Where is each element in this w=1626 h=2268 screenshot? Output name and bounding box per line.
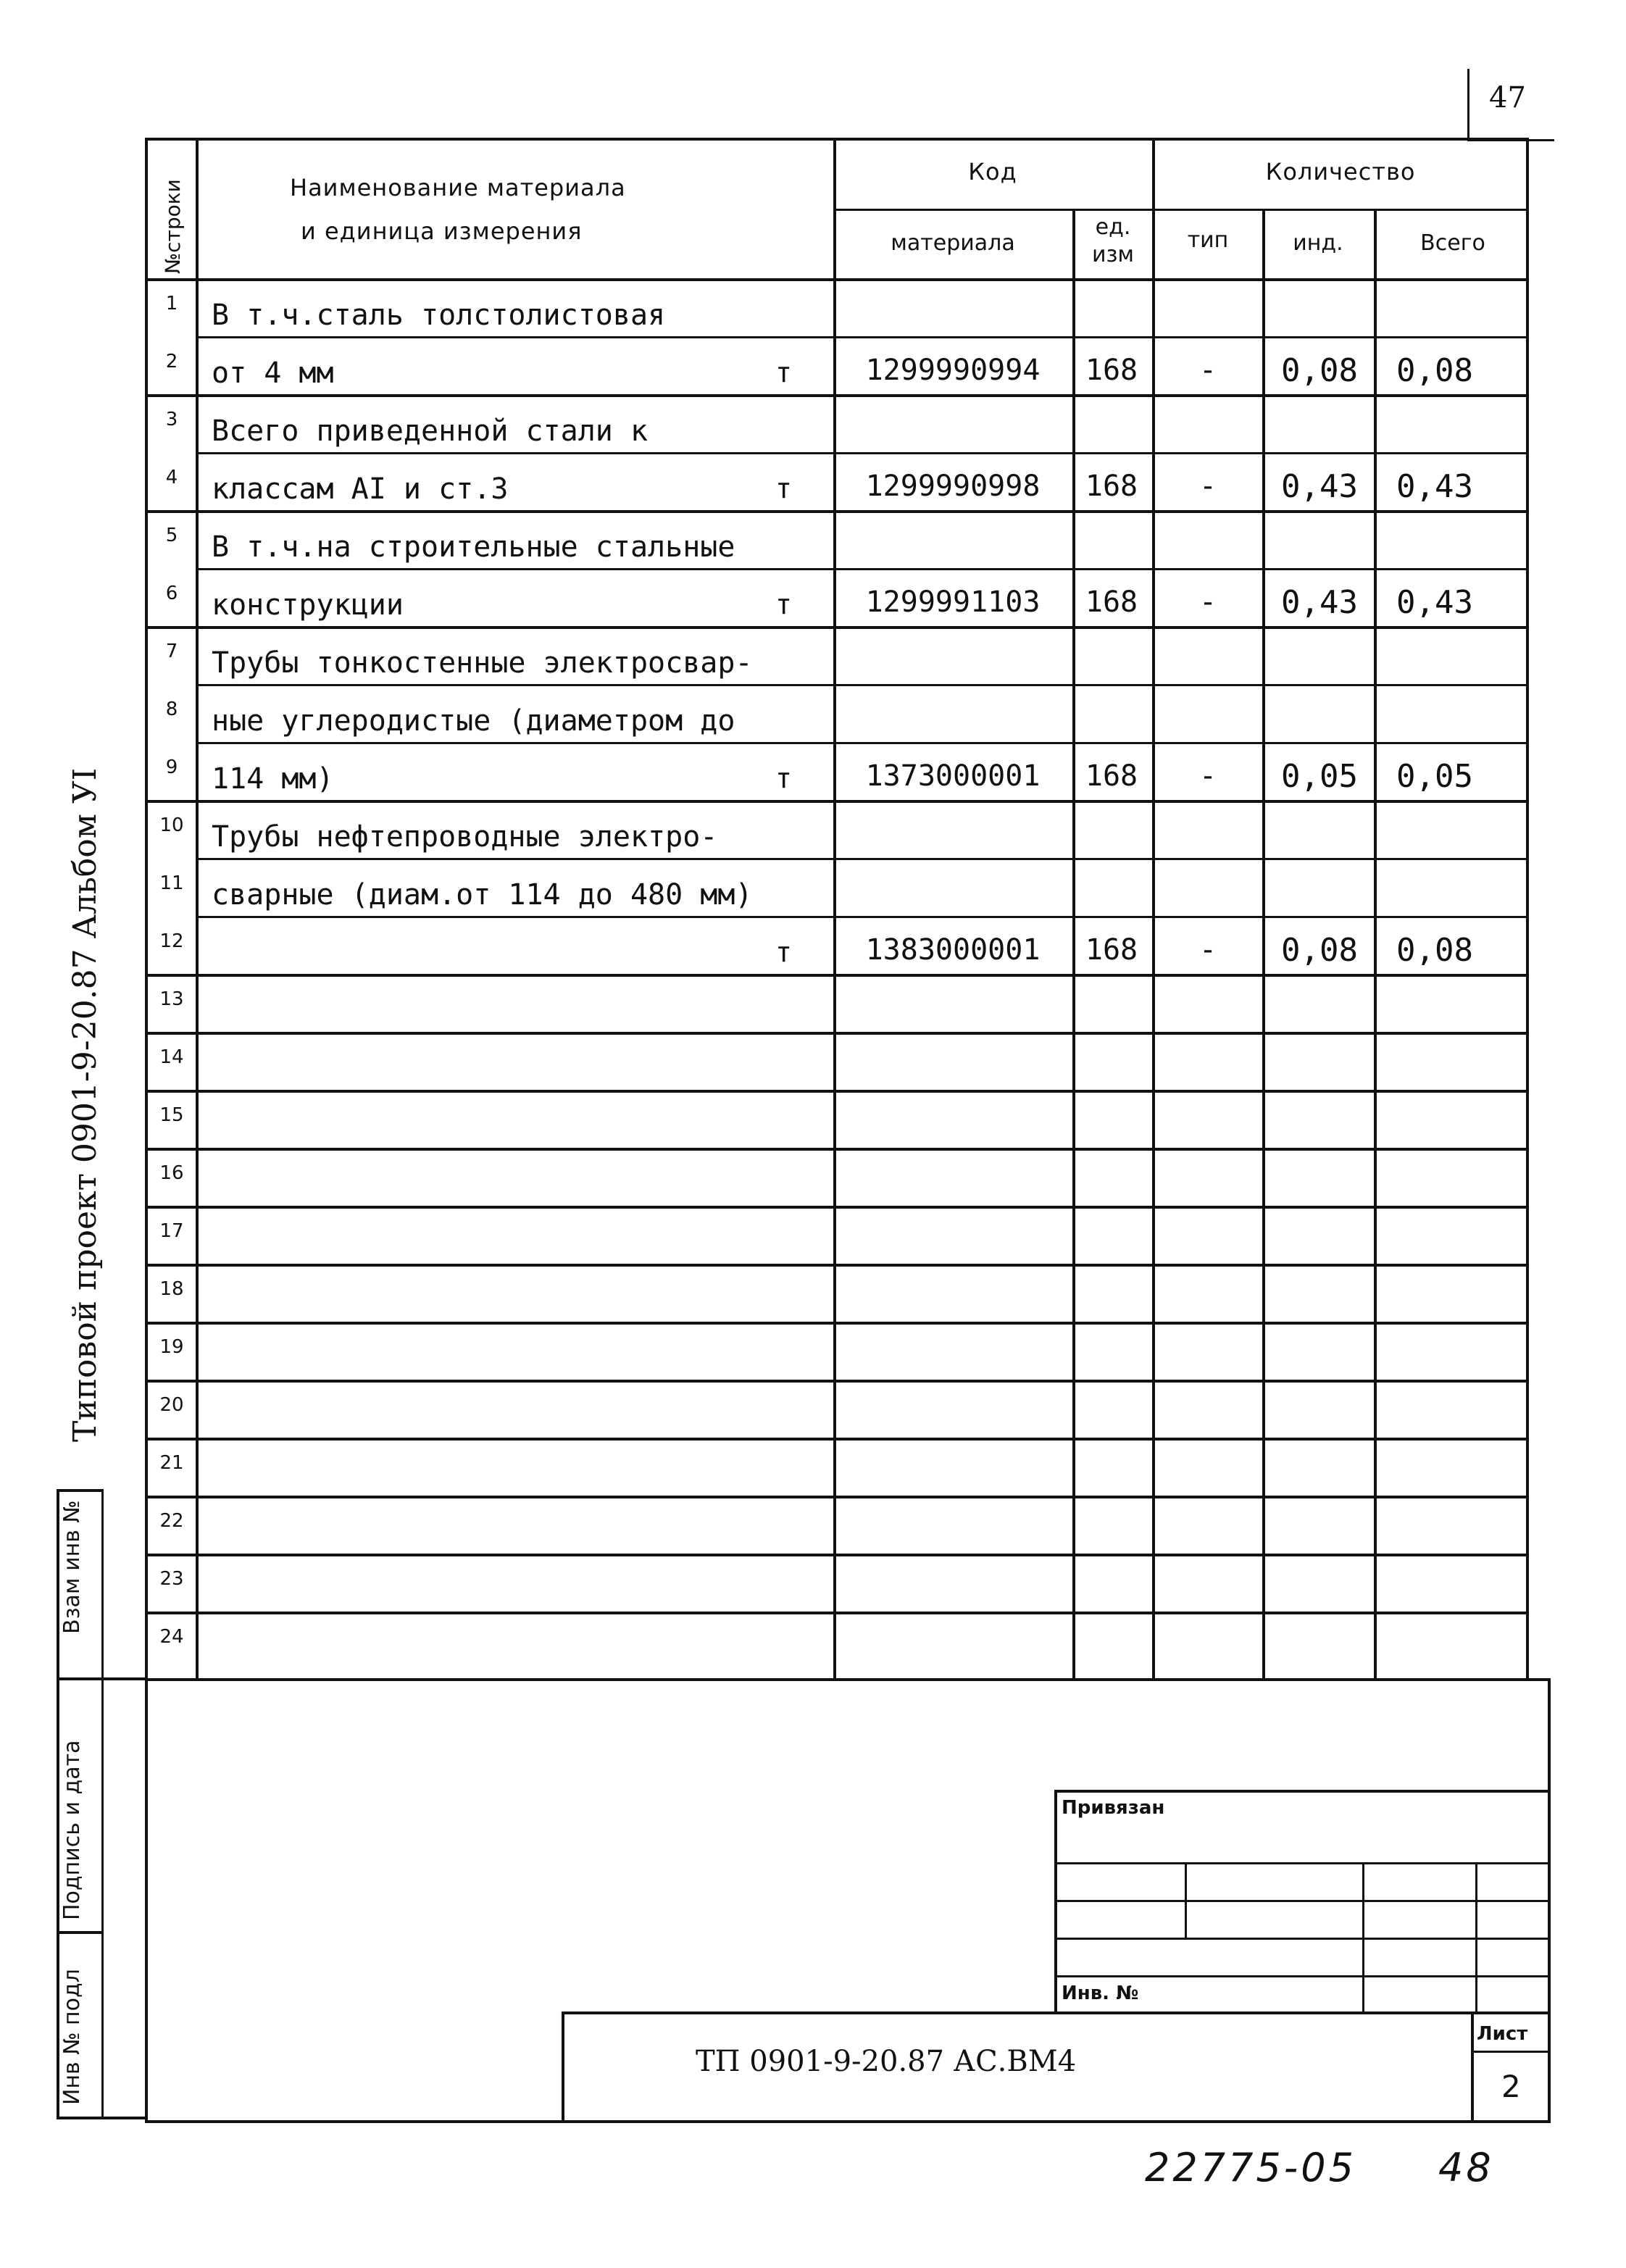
material-code: 1299991103 <box>865 585 1041 619</box>
material-code: 1383000001 <box>865 933 1041 967</box>
header-name-line2: и единица измерения <box>301 217 583 245</box>
header-row-no: №строки <box>161 179 185 274</box>
header-ind: инд. <box>1293 230 1343 256</box>
row-number: 24 <box>159 1626 184 1648</box>
handwritten-page: 48 <box>1438 2145 1494 2190</box>
side-stamp-podpis: Подпись и дата <box>59 1740 85 1920</box>
qty-ind: 0,08 <box>1281 932 1358 969</box>
row-number: 23 <box>159 1568 184 1590</box>
header-name-line1: Наименование материала <box>290 174 626 201</box>
material-code: 1299990994 <box>865 354 1041 387</box>
material-name: ные углеродистые (диаметром до <box>212 704 735 738</box>
side-title: Типовой проект 0901-9-20.87 Альбом УI <box>67 767 104 1442</box>
inv-no-label: Инв. № <box>1062 1983 1139 2004</box>
header-ed-1: ед. <box>1095 214 1131 240</box>
row-number: 13 <box>159 988 184 1010</box>
row-number: 8 <box>165 699 178 720</box>
qty-tip: - <box>1198 933 1217 967</box>
row-number: 14 <box>159 1046 184 1068</box>
handwritten-number: 22775-05 <box>1145 2145 1356 2190</box>
privyazan-label: Привязан <box>1062 1797 1165 1819</box>
header-material: материала <box>891 230 1015 256</box>
unit-label: т <box>775 357 792 388</box>
material-name: сварные (диам.от 114 до 480 мм) <box>212 878 753 912</box>
unit-code: 168 <box>1085 759 1138 793</box>
material-name: классам АI и ст.3 <box>212 472 509 506</box>
qty-total: 0,05 <box>1396 758 1473 795</box>
row-number: 20 <box>159 1394 184 1416</box>
material-code: 1373000001 <box>865 759 1041 793</box>
unit-label: т <box>775 936 792 968</box>
material-name: конструкции <box>212 588 404 622</box>
material-name: В т.ч.сталь толстолистовая <box>212 299 666 332</box>
row-number: 5 <box>165 525 178 546</box>
row-number: 11 <box>159 872 184 894</box>
row-number: 3 <box>165 409 178 430</box>
material-name: В т.ч.на строительные стальные <box>212 530 735 564</box>
qty-tip: - <box>1198 759 1217 793</box>
material-code: 1299990998 <box>865 470 1041 503</box>
header-ed-2: изм <box>1091 242 1135 267</box>
row-number: 21 <box>159 1452 184 1474</box>
row-number: 22 <box>159 1510 184 1532</box>
row-number: 1 <box>165 293 178 314</box>
unit-code: 168 <box>1085 354 1138 387</box>
material-name: 114 мм) <box>212 762 334 796</box>
qty-tip: - <box>1198 470 1217 503</box>
unit-label: т <box>775 588 792 620</box>
row-number: 17 <box>159 1220 184 1242</box>
qty-tip: - <box>1198 354 1217 387</box>
sheet-label: Лист <box>1477 2023 1528 2045</box>
row-number: 6 <box>165 583 178 604</box>
row-number: 7 <box>165 641 178 662</box>
header-tip: тип <box>1187 228 1229 253</box>
unit-label: т <box>775 472 792 504</box>
document-code: ТП 0901-9-20.87 АС.ВМ4 <box>696 2045 1077 2078</box>
row-number: 18 <box>159 1278 184 1300</box>
row-number: 15 <box>159 1104 184 1126</box>
qty-tip: - <box>1198 585 1217 619</box>
page-number: 47 <box>1489 81 1526 114</box>
unit-code: 168 <box>1085 585 1138 619</box>
row-number: 12 <box>159 930 184 952</box>
row-number: 16 <box>159 1162 184 1184</box>
side-stamp-inv-podl: Инв № подл <box>59 1969 85 2105</box>
header-quantity: Количество <box>1265 158 1416 185</box>
page-number-divider <box>1467 69 1469 141</box>
material-name: Всего приведенной стали к <box>212 414 649 448</box>
qty-total: 0,08 <box>1396 932 1473 969</box>
row-number: 4 <box>165 467 178 488</box>
sheet-number: 2 <box>1501 2069 1521 2104</box>
side-stamp-vzam: Взам инв № <box>59 1500 85 1634</box>
unit-code: 168 <box>1085 933 1138 967</box>
qty-ind: 0,05 <box>1281 758 1358 795</box>
header-total: Всего <box>1420 230 1485 256</box>
qty-total: 0,43 <box>1396 468 1473 505</box>
material-name: от 4 мм <box>212 357 334 390</box>
qty-total: 0,08 <box>1396 352 1473 389</box>
unit-code: 168 <box>1085 470 1138 503</box>
qty-ind: 0,08 <box>1281 352 1358 389</box>
row-number: 19 <box>159 1336 184 1358</box>
material-name: Трубы нефтепроводные электро- <box>212 820 718 854</box>
row-number: 2 <box>165 351 178 372</box>
unit-label: т <box>775 762 792 794</box>
header-code: Код <box>968 158 1017 185</box>
qty-total: 0,43 <box>1396 584 1473 621</box>
qty-ind: 0,43 <box>1281 468 1358 505</box>
qty-ind: 0,43 <box>1281 584 1358 621</box>
material-name: Трубы тонкостенные электросвар- <box>212 646 753 680</box>
row-number: 9 <box>165 756 178 778</box>
row-number: 10 <box>159 814 184 836</box>
